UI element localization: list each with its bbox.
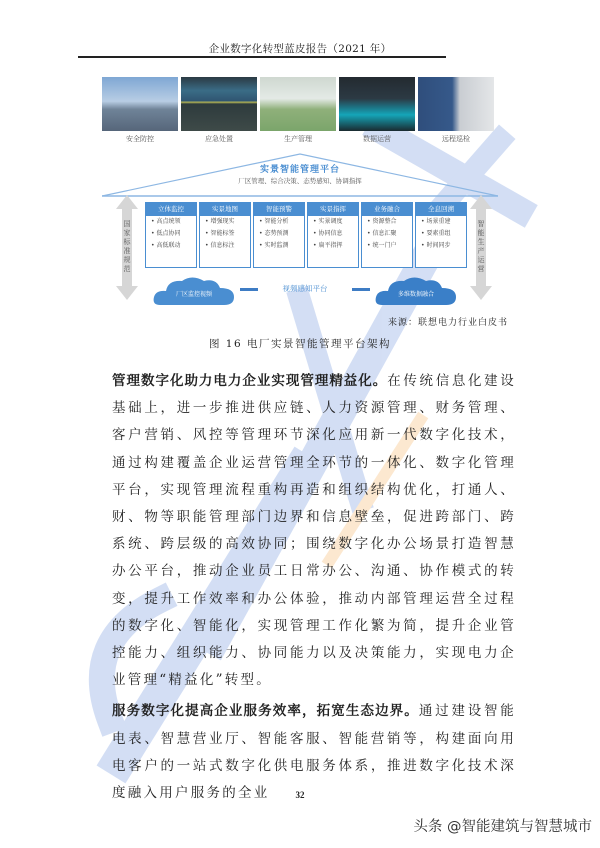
module-item: • 信息标注 (205, 242, 235, 249)
module-item: • 要素重组 (421, 230, 451, 237)
module-title: 智能预警 (254, 203, 304, 216)
module-item: • 资源整合 (367, 218, 397, 225)
right-flow-arrow-icon (240, 288, 258, 291)
module-box (253, 202, 305, 268)
module-item: • 信息汇聚 (367, 230, 397, 237)
paragraph-text: 通过建设智能电表、智慧营业厅、智能客服、智能营销等，构建面向用电客户的一站式数字化供电服务体系，推进数字化技术深度融入用户服务的全业 (112, 703, 516, 802)
right-cloud-label: 多维数据融合 (397, 291, 434, 298)
module-title: 立体监控 (146, 203, 196, 216)
module-item: • 实景调度 (313, 218, 343, 225)
module-item: • 协同信息 (313, 230, 343, 237)
photo-strip (102, 77, 502, 145)
module-box (415, 202, 467, 268)
left-cloud-label: 厂区监控视频 (175, 291, 212, 298)
page-header (0, 0, 600, 70)
worker-control-panel-photo (418, 77, 494, 131)
figure-caption: 图 16 电厂实景智能管理平台架构 (208, 338, 392, 350)
module-box (307, 202, 359, 268)
module-item: • 统一门户 (367, 242, 397, 249)
module-item: • 增强现实 (205, 218, 235, 225)
source-watermark-text: 头条 @智能建筑与智慧城市 (413, 819, 592, 835)
platform-title: 实景智能管理平台 (259, 165, 340, 175)
right-axis-label: 智能生产运营 (477, 220, 485, 273)
module-item: • 高点统领 (151, 218, 181, 225)
architecture-figure (90, 70, 510, 325)
data-dashboard-photo (339, 77, 415, 131)
module-box (361, 202, 413, 268)
photo-label: 远程巡检 (442, 135, 470, 143)
body-text (84, 368, 516, 807)
video-platform-label: 视频感知平台 (282, 284, 328, 293)
module-title: 业务融合 (362, 203, 412, 216)
module-item: • 场景重建 (421, 218, 451, 225)
module-box (199, 202, 251, 268)
photo-label: 数据运营 (363, 135, 391, 143)
paragraph-management (84, 368, 516, 694)
module-item: • 低点协同 (151, 230, 181, 237)
module-title: 实景指挥 (308, 203, 358, 216)
module-item: • 时间同步 (421, 242, 451, 249)
module-item: • 高低联动 (151, 242, 181, 249)
header-rule (78, 56, 446, 58)
surveillance-camera-city-photo (102, 77, 178, 131)
page-number: 32 (295, 790, 305, 800)
left-axis-label: 国家标准规范 (123, 220, 131, 273)
module-item: • 实时监测 (259, 242, 289, 249)
paragraph-text: 在传统信息化建设基础上，进一步推进供应链、人力资源管理、财务管理、客户营销、风控等管理环节深化应用新一代数字化技术，通过构建覆盖企业运营管理全环节的一体化、数字化管理平台，实现管理流程重构再造和组织结构优化，打通人、财、物等职能管理部门边界和信息壁垒，促进跨部门、跨系统、跨层级的高效协同；围绕数字化办公场景打造智慧办公平台，推动企业员工日常办公、沟通、协作模式的转变，提升工作效率和办公体验，推动内部管理运营全过程的数字化、智能化，实现管理工作化繁为简，提升企业管控能力、组织能力、协同能力以及决策能力，实现电力企业管理“精益化”转型。 (112, 373, 516, 689)
module-item: • 智能标签 (205, 230, 235, 237)
module-title: 实景地图 (200, 203, 250, 216)
figure-source: 来源：联想电力行业白皮书 (387, 318, 508, 328)
power-plant-3d-model-photo (260, 77, 336, 131)
module-box (145, 202, 197, 268)
module-item: • 智能分析 (259, 218, 289, 225)
module-item: • 态势预测 (259, 230, 289, 237)
photo-label: 应急处置 (205, 135, 233, 143)
photo-label: 生产管理 (284, 135, 312, 143)
module-title: 全息回溯 (416, 203, 466, 216)
control-room-photo (181, 77, 257, 131)
platform-subtitle: 厂区管理、综合决策、态势感知、协调指挥 (238, 177, 362, 185)
left-flow-arrow-icon (352, 288, 370, 291)
report-title: 企业数字化转型蓝皮报告（2021 年） (208, 43, 392, 55)
paragraph-lead: 管理数字化助力电力企业实现管理精益化。 (112, 373, 388, 389)
paragraph-lead: 服务数字化提高企业服务效率，拓宽生态边界。 (112, 703, 419, 720)
photo-label: 安全防控 (126, 135, 154, 143)
module-item: • 扁平指挥 (313, 242, 343, 249)
